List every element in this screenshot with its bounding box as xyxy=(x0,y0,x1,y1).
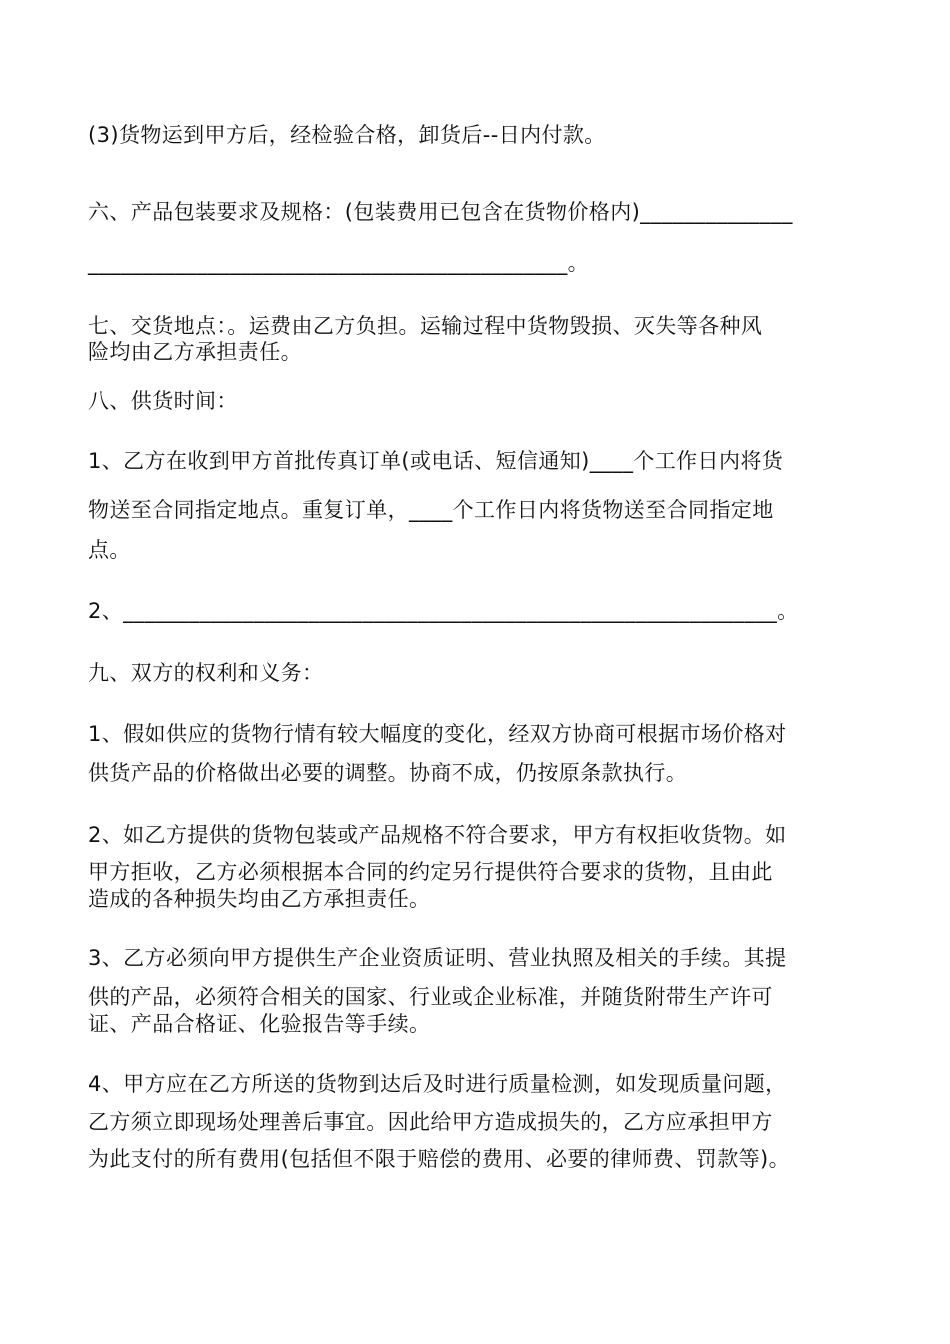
section-7-delivery-place-cont: 险均由乙方承担责任。 xyxy=(88,340,302,364)
section-9-item-2-end: 造成的各种损失均由乙方承担责任。 xyxy=(88,887,431,911)
section-9-item-4-end: 为此支付的所有费用(包括但不限于赔偿的费用、必要的律师费、罚款等)。 xyxy=(88,1147,790,1171)
section-8-heading: 八、供货时间： xyxy=(88,389,238,413)
section-9-item-4-cont: 乙方须立即现场处理善后事宜。因此给甲方造成损失的，乙方应承担甲方 xyxy=(88,1110,773,1134)
section-7-delivery-place: 七、交货地点：。运费由乙方负担。运输过程中货物毁损、灭失等各种风 xyxy=(88,314,763,338)
section-8-item-1-end: 点。 xyxy=(88,538,131,562)
section-9-item-3-end: 证、产品合格证、化验报告等手续。 xyxy=(88,1012,431,1036)
payment-clause-3: (3)货物运到甲方后，经检验合格，卸货后--日内付款。 xyxy=(88,123,606,147)
section-8-item-1-cont: 物送至合同指定地点。重复订单，____个工作日内将货物送至合同指定地 xyxy=(88,498,774,522)
section-9-item-3-cont: 供的产品，必须符合相关的国家、行业或企业标准，并随货附带生产许可 xyxy=(88,985,773,1009)
section-9-item-3: 3、乙方必须向甲方提供生产企业资质证明、营业执照及相关的手续。其提 xyxy=(88,946,787,970)
section-9-item-4: 4、甲方应在乙方所送的货物到达后及时进行质量检测，如发现质量问题， xyxy=(88,1072,787,1096)
section-9-item-2-cont: 甲方拒收，乙方必须根据本合同的约定另行提供符合要求的货物，且由此 xyxy=(88,860,773,884)
section-9-item-2: 2、如乙方提供的货物包装或产品规格不符合要求，甲方有权拒收货物。如 xyxy=(88,823,787,847)
section-9-heading: 九、双方的权利和义务： xyxy=(88,661,324,685)
section-9-item-1-cont: 供货产品的价格做出必要的调整。协商不成，仍按原条款执行。 xyxy=(88,761,688,785)
section-8-item-1: 1、乙方在收到甲方首批传真订单(或电话、短信通知)____个工作日内将货 xyxy=(88,449,784,473)
section-6-packaging: 六、产品包装要求及规格：(包装费用已包含在货物价格内)______________ xyxy=(88,200,793,224)
section-9-item-1: 1、假如供应的货物行情有较大幅度的变化，经双方协商可根据市场价格对 xyxy=(88,722,787,746)
section-6-packaging-blank: ____________________________________________。 xyxy=(88,251,589,275)
section-8-item-2: 2、____________________________________________________________。 xyxy=(88,599,799,623)
